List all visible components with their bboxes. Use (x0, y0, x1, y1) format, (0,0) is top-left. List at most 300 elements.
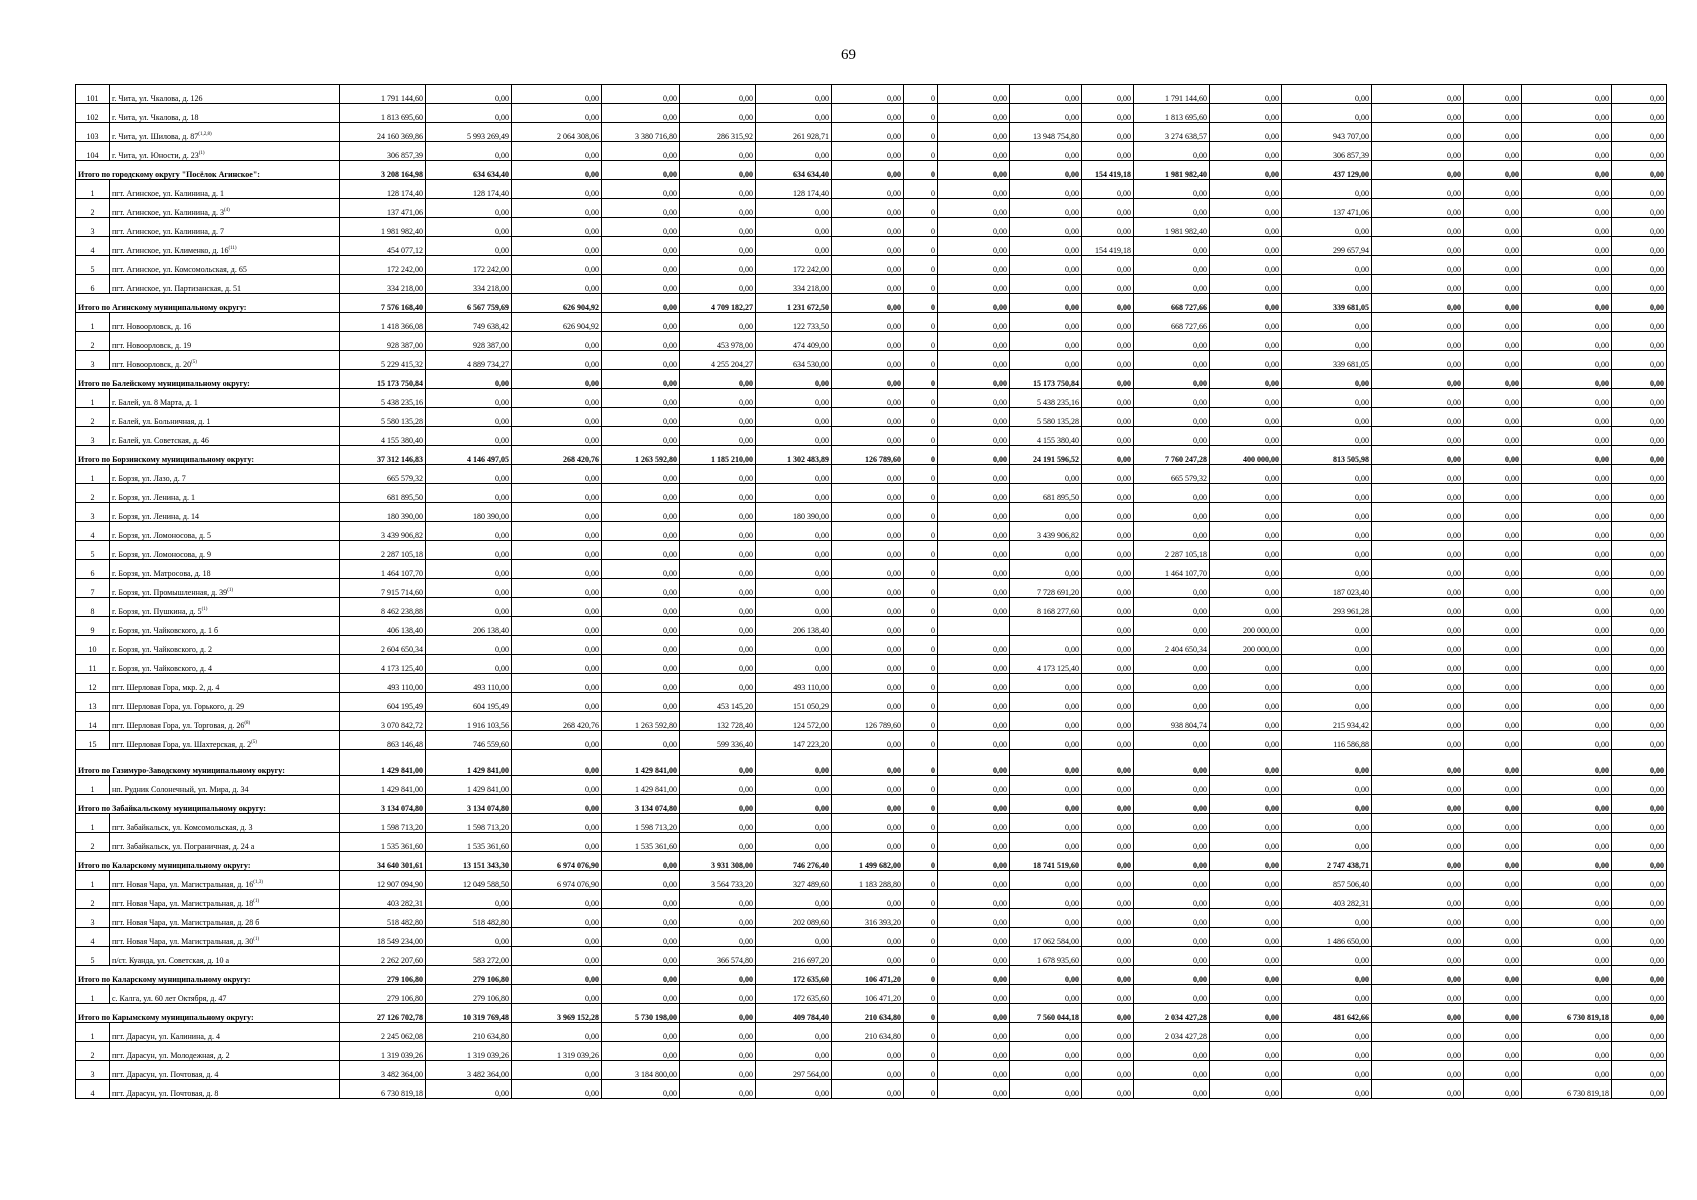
value-cell: 0,00 (1612, 674, 1667, 693)
value-cell: 0,00 (426, 1080, 512, 1099)
value-cell: 0,00 (1082, 104, 1134, 123)
value-cell: 0 (904, 427, 938, 446)
value-cell: 0,00 (1210, 985, 1282, 1004)
row-number: 4 (76, 237, 110, 256)
value-cell: 0,00 (1464, 909, 1522, 928)
value-cell: 493 110,00 (426, 674, 512, 693)
value-cell: 0,00 (1210, 85, 1282, 104)
value-cell: 0,00 (1082, 85, 1134, 104)
value-cell: 0,00 (832, 795, 904, 814)
value-cell: 746 276,40 (756, 852, 832, 871)
value-cell: 0,00 (1082, 871, 1134, 890)
value-cell: 3 134 074,80 (340, 795, 426, 814)
row-number: 4 (76, 1080, 110, 1099)
value-cell: 3 564 733,20 (680, 871, 756, 890)
row-number: 4 (76, 928, 110, 947)
value-cell: 0,00 (1464, 370, 1522, 389)
row-number: 5 (76, 541, 110, 560)
value-cell: 293 961,28 (1282, 598, 1372, 617)
value-cell: 0,00 (1134, 909, 1210, 928)
value-cell: 0,00 (426, 522, 512, 541)
value-cell: 0,00 (938, 560, 1010, 579)
row-number: 1 (76, 871, 110, 890)
value-cell: 0 (904, 351, 938, 370)
value-cell: 0,00 (938, 636, 1010, 655)
value-cell: 0,00 (512, 909, 602, 928)
value-cell: 0,00 (512, 256, 602, 275)
value-cell: 0,00 (1210, 142, 1282, 161)
value-cell: 0,00 (832, 541, 904, 560)
value-cell: 0,00 (1010, 890, 1082, 909)
value-cell: 0,00 (1522, 617, 1612, 636)
address-cell: г. Борзя, ул. Матросова, д. 18 (110, 560, 340, 579)
value-cell: 0,00 (1612, 123, 1667, 142)
row-number: 1 (76, 313, 110, 332)
value-cell: 0,00 (1372, 655, 1464, 674)
value-cell: 0,00 (1082, 389, 1134, 408)
value-cell: 0,00 (602, 503, 680, 522)
value-cell: 0,00 (832, 370, 904, 389)
value-cell: 0,00 (1522, 180, 1612, 199)
value-cell: 0,00 (1010, 218, 1082, 237)
value-cell: 0,00 (1612, 275, 1667, 294)
table-row (76, 180, 1667, 199)
value-cell: 0,00 (1612, 1004, 1667, 1023)
value-cell: 583 272,00 (426, 947, 512, 966)
value-cell: 0,00 (1464, 427, 1522, 446)
value-cell: 0,00 (756, 560, 832, 579)
value-cell: 2 245 062,08 (340, 1023, 426, 1042)
value-cell: 0,00 (938, 776, 1010, 795)
value-cell: 0 (904, 256, 938, 275)
value-cell: 0 (904, 693, 938, 712)
value-cell: 0,00 (1372, 909, 1464, 928)
value-cell: 0,00 (1082, 484, 1134, 503)
value-cell: 0,00 (1612, 484, 1667, 503)
value-cell: 124 572,00 (756, 712, 832, 731)
value-cell: 0,00 (1010, 693, 1082, 712)
value-cell: 0,00 (1010, 294, 1082, 313)
value-cell: 0,00 (602, 313, 680, 332)
value-cell: 0,00 (1210, 655, 1282, 674)
value-cell: 0,00 (1210, 389, 1282, 408)
total-row (76, 966, 1667, 985)
value-cell: 0,00 (1464, 776, 1522, 795)
value-cell: 279 106,80 (340, 966, 426, 985)
value-cell: 24 160 369,86 (340, 123, 426, 142)
value-cell: 0 (904, 579, 938, 598)
value-cell: 0,00 (756, 928, 832, 947)
value-cell: 0,00 (512, 218, 602, 237)
value-cell: 0,00 (1612, 579, 1667, 598)
value-cell: 200 000,00 (1210, 636, 1282, 655)
value-cell: 0,00 (938, 712, 1010, 731)
value-cell: 0,00 (1010, 351, 1082, 370)
total-label: Итого по Агинскому муниципальному округу: (76, 294, 340, 313)
address-cell: пгт. Новая Чара, ул. Магистральная, д. 30$^{(1)}$ (110, 928, 340, 947)
value-cell: 0,00 (1210, 427, 1282, 446)
value-cell: 0,00 (426, 389, 512, 408)
value-cell: 0,00 (938, 256, 1010, 275)
value-cell: 0,00 (1282, 503, 1372, 522)
value-cell: 0,00 (1372, 985, 1464, 1004)
row-number: 2 (76, 408, 110, 427)
value-cell: 0,00 (1612, 693, 1667, 712)
value-cell: 2 287 105,18 (1134, 541, 1210, 560)
value-cell: 13 151 343,30 (426, 852, 512, 871)
value-cell: 0,00 (1134, 1042, 1210, 1061)
value-cell: 0,00 (1010, 636, 1082, 655)
value-cell: 4 173 125,40 (1010, 655, 1082, 674)
value-cell: 0,00 (512, 465, 602, 484)
value-cell: 0,00 (1464, 180, 1522, 199)
value-cell: 0,00 (1134, 655, 1210, 674)
value-cell: 0,00 (512, 693, 602, 712)
value-cell: 0 (904, 180, 938, 199)
value-cell: 0,00 (832, 693, 904, 712)
value-cell: 0 (904, 541, 938, 560)
value-cell: 0 (904, 598, 938, 617)
address-cell: г. Борзя, ул. Ломоносова, д. 9 (110, 541, 340, 560)
table-row (76, 275, 1667, 294)
value-cell: 0 (904, 776, 938, 795)
row-number: 1 (76, 389, 110, 408)
value-cell: 0,00 (602, 890, 680, 909)
value-cell: 7 576 168,40 (340, 294, 426, 313)
value-cell: 0,00 (1010, 1023, 1082, 1042)
value-cell: 0,00 (1010, 503, 1082, 522)
value-cell: 0,00 (756, 237, 832, 256)
value-cell: 1 185 210,00 (680, 446, 756, 465)
value-cell: 0,00 (832, 427, 904, 446)
value-cell: 0,00 (1082, 256, 1134, 275)
value-cell: 116 586,88 (1282, 731, 1372, 750)
value-cell: 0,00 (756, 1023, 832, 1042)
value-cell: 24 191 596,52 (1010, 446, 1082, 465)
value-cell: 0,00 (938, 142, 1010, 161)
value-cell: 0,00 (1210, 313, 1282, 332)
value-cell: 3 931 308,00 (680, 852, 756, 871)
value-cell: 0,00 (1612, 218, 1667, 237)
table-row (76, 579, 1667, 598)
value-cell: 0,00 (1282, 655, 1372, 674)
value-cell: 0,00 (426, 85, 512, 104)
value-cell: 0,00 (680, 636, 756, 655)
value-cell: 0 (904, 617, 938, 636)
value-cell: 0,00 (1282, 275, 1372, 294)
value-cell: 0,00 (512, 389, 602, 408)
value-cell: 0,00 (512, 427, 602, 446)
value-cell: 0,00 (1134, 871, 1210, 890)
value-cell: 210 634,80 (832, 1023, 904, 1042)
value-cell: 0,00 (1210, 1080, 1282, 1099)
value-cell: 938 804,74 (1134, 712, 1210, 731)
value-cell: 0,00 (832, 161, 904, 180)
value-cell: 0,00 (1464, 351, 1522, 370)
value-cell: 0,00 (680, 985, 756, 1004)
value-cell: 286 315,92 (680, 123, 756, 142)
address-cell: г. Чита, ул. Чкалова, д. 126 (110, 85, 340, 104)
value-cell: 3 184 800,00 (602, 1061, 680, 1080)
row-number: 2 (76, 484, 110, 503)
value-cell: 0,00 (1134, 275, 1210, 294)
value-cell: 206 138,40 (756, 617, 832, 636)
value-cell: 0,00 (1612, 1023, 1667, 1042)
address-cell: г. Борзя, ул. Лазо, д. 7 (110, 465, 340, 484)
value-cell: 0,00 (1082, 1061, 1134, 1080)
value-cell: 0,00 (1372, 598, 1464, 617)
row-number: 3 (76, 1061, 110, 1080)
value-cell: 0,00 (1522, 370, 1612, 389)
value-cell: 0,00 (1612, 731, 1667, 750)
value-cell: 0,00 (1210, 693, 1282, 712)
value-cell: 0,00 (1282, 1042, 1372, 1061)
table-row (76, 1080, 1667, 1099)
value-cell: 8 168 277,60 (1010, 598, 1082, 617)
value-cell: 0,00 (1010, 180, 1082, 199)
value-cell: 0,00 (680, 674, 756, 693)
value-cell: 0,00 (938, 890, 1010, 909)
value-cell: 0,00 (1282, 1061, 1372, 1080)
value-cell: 409 784,40 (756, 1004, 832, 1023)
value-cell: 0,00 (1372, 294, 1464, 313)
value-cell: 0,00 (1464, 1080, 1522, 1099)
value-cell: 0,00 (426, 104, 512, 123)
value-cell: 0,00 (680, 465, 756, 484)
value-cell: 474 409,00 (756, 332, 832, 351)
value-cell: 0,00 (1282, 693, 1372, 712)
value-cell: 0,00 (1210, 928, 1282, 947)
value-cell: 0,00 (680, 541, 756, 560)
value-cell: 0,00 (1372, 814, 1464, 833)
value-cell: 0,00 (512, 199, 602, 218)
value-cell: 0,00 (680, 104, 756, 123)
value-cell: 0,00 (756, 655, 832, 674)
data-table-container (75, 84, 1666, 1099)
value-cell: 5 580 135,28 (340, 408, 426, 427)
row-number: 12 (76, 674, 110, 693)
value-cell: 0,00 (1010, 256, 1082, 275)
table-row (76, 351, 1667, 370)
value-cell: 0,00 (1522, 161, 1612, 180)
table-row (76, 617, 1667, 636)
table-row (76, 256, 1667, 275)
value-cell: 0,00 (512, 1023, 602, 1042)
value-cell: 0,00 (832, 814, 904, 833)
value-cell: 0,00 (1082, 123, 1134, 142)
value-cell: 0,00 (426, 218, 512, 237)
row-number: 1 (76, 465, 110, 484)
value-cell: 0,00 (832, 123, 904, 142)
value-cell: 0 (904, 731, 938, 750)
value-cell: 0,00 (1134, 142, 1210, 161)
value-cell: 1 791 144,60 (340, 85, 426, 104)
value-cell: 0,00 (1464, 218, 1522, 237)
value-cell: 0,00 (680, 275, 756, 294)
value-cell: 0,00 (680, 237, 756, 256)
table-row (76, 890, 1667, 909)
value-cell: 0,00 (602, 674, 680, 693)
value-cell: 0,00 (1210, 256, 1282, 275)
value-cell: 0,00 (1372, 541, 1464, 560)
value-cell: 0,00 (1464, 1023, 1522, 1042)
value-cell: 0,00 (1134, 484, 1210, 503)
value-cell: 0,00 (426, 370, 512, 389)
value-cell: 0,00 (756, 408, 832, 427)
row-number: 102 (76, 104, 110, 123)
value-cell: 0,00 (1612, 465, 1667, 484)
value-cell: 154 419,18 (1082, 237, 1134, 256)
value-cell: 0,00 (1612, 795, 1667, 814)
value-cell: 0,00 (1372, 1023, 1464, 1042)
footnote-mark: (8) (244, 721, 251, 726)
value-cell: 0,00 (1612, 617, 1667, 636)
value-cell: 0,00 (1010, 833, 1082, 852)
value-cell: 0,00 (1522, 351, 1612, 370)
value-cell: 0,00 (1464, 465, 1522, 484)
footnote-mark: (1) (253, 899, 260, 904)
value-cell: 0,00 (1282, 776, 1372, 795)
value-cell: 0,00 (512, 731, 602, 750)
value-cell: 4 155 380,40 (340, 427, 426, 446)
value-cell: 0,00 (1282, 85, 1372, 104)
address-cell: пгт. Шерловая Гора, ул. Торговая, д. 26$^{(8)}$ (110, 712, 340, 731)
value-cell: 1 535 361,60 (426, 833, 512, 852)
value-cell: 0,00 (512, 636, 602, 655)
value-cell: 0,00 (756, 104, 832, 123)
value-cell: 0,00 (1464, 712, 1522, 731)
value-cell: 0,00 (1464, 1042, 1522, 1061)
value-cell: 17 062 584,00 (1010, 928, 1082, 947)
value-cell: 0,00 (1522, 541, 1612, 560)
value-cell: 0,00 (1134, 617, 1210, 636)
value-cell: 0,00 (602, 731, 680, 750)
value-cell: 0 (904, 852, 938, 871)
value-cell: 0,00 (1134, 256, 1210, 275)
value-cell: 0,00 (938, 465, 1010, 484)
table-row (76, 389, 1667, 408)
value-cell: 0,00 (1372, 427, 1464, 446)
value-cell: 0,00 (1210, 909, 1282, 928)
value-cell: 0,00 (512, 579, 602, 598)
value-cell: 0,00 (602, 966, 680, 985)
value-cell: 0,00 (1372, 795, 1464, 814)
value-cell: 0,00 (1210, 890, 1282, 909)
value-cell: 0,00 (1082, 351, 1134, 370)
value-cell: 0,00 (1522, 389, 1612, 408)
value-cell: 0,00 (602, 871, 680, 890)
value-cell: 0,00 (1522, 484, 1612, 503)
value-cell: 481 642,66 (1282, 1004, 1372, 1023)
value-cell: 0,00 (1082, 693, 1134, 712)
value-cell: 0,00 (1464, 446, 1522, 465)
value-cell: 0,00 (1282, 484, 1372, 503)
row-number: 4 (76, 522, 110, 541)
address-cell: пгт. Агинское, ул. Клименко, д. 16$^{(11)}$ (110, 237, 340, 256)
value-cell: 0,00 (1210, 465, 1282, 484)
value-cell: 0,00 (1082, 814, 1134, 833)
table-row (76, 1042, 1667, 1061)
row-number: 5 (76, 256, 110, 275)
value-cell: 0,00 (1010, 104, 1082, 123)
value-cell: 0,00 (680, 256, 756, 275)
address-cell: пгт. Агинское, ул. Калинина, д. 7 (110, 218, 340, 237)
value-cell: 128 174,40 (340, 180, 426, 199)
value-cell: 151 050,29 (756, 693, 832, 712)
value-cell: 0,00 (512, 795, 602, 814)
address-cell: г. Балей, ул. Советская, д. 46 (110, 427, 340, 446)
value-cell: 0,00 (1612, 332, 1667, 351)
value-cell: 0,00 (1282, 636, 1372, 655)
value-cell: 5 730 198,00 (602, 1004, 680, 1023)
table-row (76, 776, 1667, 795)
value-cell: 0,00 (602, 408, 680, 427)
value-cell: 215 934,42 (1282, 712, 1372, 731)
value-cell: 0,00 (512, 655, 602, 674)
value-cell: 0,00 (1372, 123, 1464, 142)
value-cell: 0,00 (426, 237, 512, 256)
value-cell: 0,00 (1464, 541, 1522, 560)
value-cell: 0,00 (1082, 928, 1134, 947)
value-cell: 0,00 (1134, 180, 1210, 199)
value-cell: 0,00 (1522, 636, 1612, 655)
value-cell: 0,00 (1134, 750, 1210, 776)
value-cell: 1 429 841,00 (340, 776, 426, 795)
value-cell: 0,00 (1522, 237, 1612, 256)
value-cell: 437 129,00 (1282, 161, 1372, 180)
value-cell: 0 (904, 161, 938, 180)
value-cell: 518 482,80 (340, 909, 426, 928)
value-cell: 306 857,39 (340, 142, 426, 161)
value-cell: 626 904,92 (512, 294, 602, 313)
value-cell: 0 (904, 636, 938, 655)
value-cell (1010, 617, 1082, 636)
value-cell: 0,00 (512, 890, 602, 909)
value-cell: 406 138,40 (340, 617, 426, 636)
value-cell: 0,00 (512, 598, 602, 617)
value-cell: 137 471,06 (340, 199, 426, 218)
value-cell: 0,00 (602, 1023, 680, 1042)
total-label: Итого по Газимуро-Заводскому муниципальному округу: (76, 750, 340, 776)
value-cell: 0,00 (1210, 1023, 1282, 1042)
value-cell: 0,00 (1522, 871, 1612, 890)
value-cell: 0,00 (680, 966, 756, 985)
value-cell: 0,00 (602, 256, 680, 275)
value-cell: 0,00 (1464, 332, 1522, 351)
value-cell: 0,00 (1210, 833, 1282, 852)
value-cell: 0,00 (1010, 1080, 1082, 1099)
value-cell: 1 598 713,20 (340, 814, 426, 833)
value-cell: 0,00 (1082, 408, 1134, 427)
value-cell: 0 (904, 503, 938, 522)
value-cell: 0,00 (602, 484, 680, 503)
address-cell: пгт. Дарасун, ул. Молодежная, д. 2 (110, 1042, 340, 1061)
value-cell: 8 462 238,88 (340, 598, 426, 617)
value-cell: 2 034 427,28 (1134, 1004, 1210, 1023)
value-cell: 5 993 269,49 (426, 123, 512, 142)
value-cell: 0,00 (602, 237, 680, 256)
value-cell: 0,00 (1210, 522, 1282, 541)
value-cell: 0,00 (680, 617, 756, 636)
value-cell: 0,00 (938, 928, 1010, 947)
value-cell: 0,00 (1464, 693, 1522, 712)
value-cell: 0,00 (1210, 1004, 1282, 1023)
table-row (76, 484, 1667, 503)
value-cell: 0,00 (938, 104, 1010, 123)
value-cell: 0,00 (1134, 1080, 1210, 1099)
value-cell: 0,00 (1210, 294, 1282, 313)
table-row (76, 655, 1667, 674)
